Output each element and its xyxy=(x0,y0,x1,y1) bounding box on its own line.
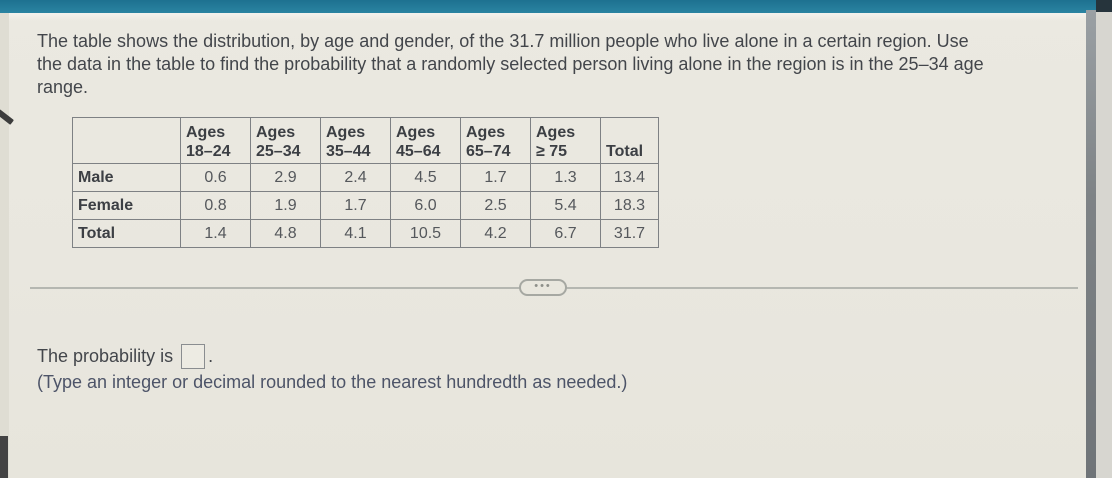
table-corner-cell xyxy=(73,118,181,164)
table-cell: 6.0 xyxy=(391,192,461,220)
table-cell: 2.9 xyxy=(251,164,321,192)
table-cell: 13.4 xyxy=(601,164,659,192)
answer-row xyxy=(37,344,213,369)
screen-bottom-left-artifact xyxy=(0,436,8,478)
table-cell: 4.8 xyxy=(251,220,321,248)
table-cell: 10.5 xyxy=(391,220,461,248)
answer-period: . xyxy=(208,346,214,366)
table-header-ages-75-plus: Ages ≥ 75 xyxy=(531,118,601,164)
screen-corner-artifact xyxy=(1096,0,1112,12)
table-cell: 31.7 xyxy=(601,220,659,248)
table-cell: 1.7 xyxy=(461,164,531,192)
screen-left-edge xyxy=(0,13,9,478)
table-cell: 18.3 xyxy=(601,192,659,220)
table-cell: 0.6 xyxy=(181,164,251,192)
table-header-total: Total xyxy=(601,118,659,164)
table-cell: 1.3 xyxy=(531,164,601,192)
table-cell: 1.4 xyxy=(181,220,251,248)
top-bar xyxy=(0,0,1096,13)
row-label-total: Total xyxy=(73,220,181,248)
table-row-total xyxy=(73,220,659,248)
table-cell: 4.2 xyxy=(461,220,531,248)
answer-prompt: The probability is xyxy=(37,346,174,366)
table-cell: 4.5 xyxy=(391,164,461,192)
ellipsis-icon: ••• xyxy=(534,279,552,292)
table-header-ages-35-44: Ages 35–44 xyxy=(321,118,391,164)
table-cell: 0.8 xyxy=(181,192,251,220)
screen-right-bezel xyxy=(1096,12,1112,478)
table-cell: 2.5 xyxy=(461,192,531,220)
table-header-row xyxy=(73,118,659,164)
screen-right-edge xyxy=(1086,10,1096,478)
table-row-male xyxy=(73,164,659,192)
distribution-table xyxy=(72,117,659,248)
answer-format-hint: (Type an integer or decimal rounded to the nearest hundredth as needed.) xyxy=(37,372,628,392)
problem-line-2: the data in the table to find the probability that a randomly selected person living alone in the region is in the 25–34 age xyxy=(37,54,984,74)
table-cell: 6.7 xyxy=(531,220,601,248)
table-cell: 2.4 xyxy=(321,164,391,192)
row-label-male: Male xyxy=(73,164,181,192)
table-header-ages-65-74: Ages 65–74 xyxy=(461,118,531,164)
table-header-ages-18-24: Ages 18–24 xyxy=(181,118,251,164)
table-cell: 5.4 xyxy=(531,192,601,220)
row-label-female: Female xyxy=(73,192,181,220)
top-bar-fade xyxy=(0,13,1096,21)
table-cell: 1.7 xyxy=(321,192,391,220)
problem-statement xyxy=(37,30,984,99)
table-cell: 4.1 xyxy=(321,220,391,248)
problem-line-1: The table shows the distribution, by age and gender, of the 31.7 million people who live alone in a certain region. Use xyxy=(37,31,969,51)
divider-expand-button[interactable] xyxy=(519,279,567,296)
table-header-ages-25-34: Ages 25–34 xyxy=(251,118,321,164)
table-row-female xyxy=(73,192,659,220)
problem-line-3: range. xyxy=(37,77,89,97)
table-header-ages-45-64: Ages 45–64 xyxy=(391,118,461,164)
probability-input[interactable] xyxy=(181,344,205,369)
table-cell: 1.9 xyxy=(251,192,321,220)
